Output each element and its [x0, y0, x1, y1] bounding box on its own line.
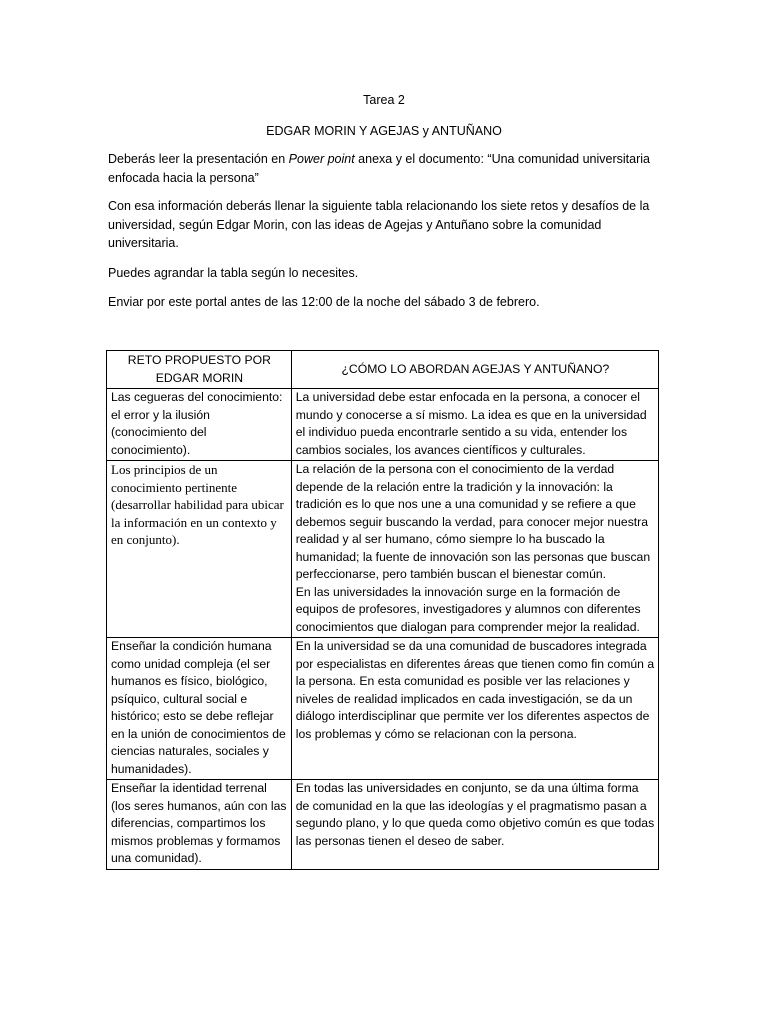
document-title: Tarea 2	[363, 93, 405, 107]
table-row	[107, 389, 659, 461]
instruction-1-italic: Power point	[288, 152, 355, 166]
table-header-row	[107, 351, 659, 389]
table-row	[107, 780, 659, 870]
document-subtitle: EDGAR MORIN Y AGEJAS y ANTUÑANO	[266, 124, 502, 138]
comparison-table	[106, 350, 659, 870]
header-respuesta: ¿CÓMO LO ABORDAN AGEJAS Y ANTUÑANO?	[291, 351, 658, 389]
instruction-1-text-b: anexa y el documento: “Una comunidad universitaria enfocada hacia la persona”	[108, 152, 650, 185]
table-row	[107, 461, 659, 638]
instruction-paragraph-2: Con esa información deberás llenar la siguiente tabla relacionando los siete retos y desafíos de la universidad, según Edgar Morin, con las ideas de Agejas y Antuñano sobre la comunidad universitaria.	[108, 199, 650, 250]
reto-cell: Los principios de un conocimiento pertinente (desarrollar habilidad para ubicar la información en un contexto y en conjunto).	[107, 461, 292, 638]
respuesta-paragraph: En las universidades la innovación surge en la formación de equipos de profesores, investigadores y alumnos con diferentes conocimientos que dialogan para comprender mejor la realidad.	[295, 584, 641, 634]
header-reto: RETO PROPUESTO POR EDGAR MORIN	[107, 351, 292, 389]
reto-cell: Enseñar la identidad terrenal (los seres humanos, aún con las diferencias, compartimos los mismos problemas y formamos una comunidad).	[107, 780, 292, 870]
instruction-paragraph-3: Puedes agrandar la tabla según lo necesites.	[108, 266, 359, 280]
instruction-1-text-a: Deberás leer la presentación en	[108, 152, 289, 166]
respuesta-cell: En la universidad se da una comunidad de buscadores integrada por especialistas en diferentes áreas que tienen como fin común a la persona. En esta comunidad es posible ver las relaciones y niveles de realidad implicados en cada investigación, se da un diálogo interdisciplinar que permite ver los diferentes aspectos de los problemas y cómo se relacionan con la persona.	[291, 638, 658, 780]
reto-cell: Las cegueras del conocimiento: el error y la ilusión (conocimiento del conocimiento).	[107, 389, 292, 461]
respuesta-cell	[291, 461, 658, 638]
instruction-paragraph-1	[108, 150, 668, 187]
respuesta-cell: La universidad debe estar enfocada en la persona, a conocer el mundo y conocerse a sí mismo. La idea es que en la universidad el individuo pueda encontrarle sentido a su vida, entender los cambios sociales, los avances científicos y culturales.	[291, 389, 658, 461]
respuesta-paragraph: La relación de la persona con el conocimiento de la verdad depende de la relación entre la tradición y la innovación: la tradición es lo que nos une a una comunidad y se refiere a que debemos seguir buscando la verdad, para conocer mejor nuestra realidad y al ser humano, cómo siempre lo ha buscado la humanidad; la fuente de innovación son las personas que buscan perfeccionarse, pero también buscan el bienestar común.	[295, 462, 651, 581]
respuesta-cell: En todas las universidades en conjunto, se da una última forma de comunidad en la que las ideologías y el pragmatismo pasan a segundo plano, y lo que queda como objetivo común es que todas las personas tienen el deseo de saber.	[291, 780, 658, 870]
reto-cell: Enseñar la condición humana como unidad compleja (el ser humanos es físico, biológico, psíquico, cultural social e histórico; esto se debe reflejar en la unión de conocimientos de ciencias naturales, sociales y humanidades).	[107, 638, 292, 780]
table-row	[107, 638, 659, 780]
instruction-paragraph-4: Enviar por este portal antes de las 12:00 de la noche del sábado 3 de febrero.	[108, 295, 540, 309]
